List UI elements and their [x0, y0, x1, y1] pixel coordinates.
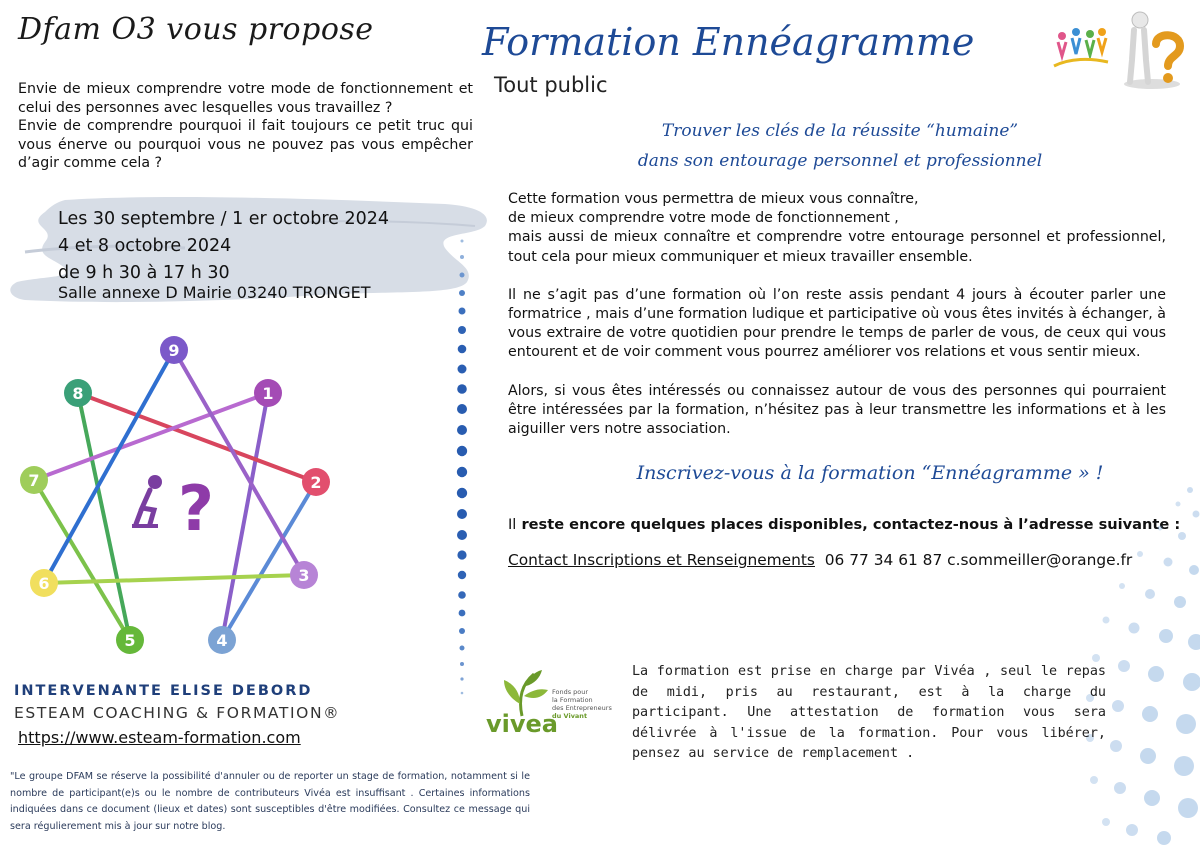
- audience-label: Tout public: [494, 73, 608, 97]
- contact-email[interactable]: c.sommeiller@orange.fr: [947, 551, 1133, 569]
- point-8-label: 8: [72, 384, 84, 403]
- body-paragraph-1: [508, 190, 1166, 267]
- enneagram-point-2: [302, 468, 330, 496]
- contact-link[interactable]: Contact Inscriptions et Renseignements: [508, 551, 815, 569]
- tagline: [560, 116, 1120, 176]
- vivea-logo: [482, 668, 618, 738]
- enneagram-point-1: [254, 379, 282, 407]
- enneagram-point-9: [160, 336, 188, 364]
- question-figure-icon: [1118, 8, 1186, 90]
- venue-line: Salle annexe D Mairie 03240 TRONGET: [58, 283, 371, 302]
- point-1-label: 1: [262, 384, 274, 403]
- contact-phone: 06 77 34 61 87: [824, 551, 943, 569]
- enneagram-point-8: [64, 379, 92, 407]
- disclaimer-text: "Le groupe DFAM se réserve la possibilité d'annuler ou de reporter un stage de formation, notamment si le nombre de participant(e)s ou le nombre de contributeurs Vivéa est insuffisant . Certaines informations indiquées dans ce document (lieux et dates) sont susceptibles d'être modifiées. Consultez ce message qui sera régulierement mis à jour sur notre blog.: [10, 771, 530, 832]
- trainer-label: INTERVENANTE ELISE DEBORD: [14, 683, 313, 699]
- date-line-1: Les 30 septembre / 1 er octobre 2024: [58, 209, 389, 229]
- tagline-line-2: dans son entourage personnel et professionnel: [637, 151, 1043, 171]
- point-3-label: 3: [298, 566, 310, 585]
- date-line-2: 4 et 8 octobre 2024: [58, 236, 232, 256]
- center-question-mark: ?: [178, 472, 214, 545]
- vivea-tagline-1: Fonds pour: [552, 688, 589, 696]
- people-logo-icon: [1050, 22, 1110, 72]
- website-link[interactable]: https://www.esteam-formation.com: [18, 728, 301, 747]
- point-7-label: 7: [28, 471, 40, 490]
- body-paragraph-2: Il ne s’agit pas d’une formation où l’on reste assis pendant 4 jours à écouter parler une formatrice , mais d’une formation ludique et participative où vous êtes invités à échanger, à vous extraire de votre quotidien pour prendre le temps de parler de vous, de ceux qui vous entourent et de voir comment vous pourrez améliorer vos relations et vous sentir mieux.: [508, 286, 1166, 361]
- body-p1-line-3: mais aussi de mieux connaître et comprendre votre entourage personnel et professionnel, tout cela pour mieux communiquer et mieux travailler ensemble.: [508, 229, 1166, 265]
- point-2-label: 2: [310, 473, 322, 492]
- description-body: [508, 190, 1166, 458]
- enneagram-point-6: [30, 569, 58, 597]
- places-text: reste encore quelques places disponibles, contactez-nous à l’adresse suivante :: [516, 516, 1181, 533]
- enneagram-point-3: [290, 561, 318, 589]
- thinking-figure-icon: [132, 475, 162, 528]
- enneagram-point-4: [208, 626, 236, 654]
- dates-block: [58, 206, 389, 287]
- vivea-brand: vivea: [486, 710, 558, 738]
- intro-text: [18, 80, 473, 173]
- training-title: Formation Ennéagramme: [482, 20, 975, 64]
- vivea-tagline-2: la Formation: [552, 696, 593, 704]
- organizer-heading: Dfam O3 vous propose: [18, 12, 374, 47]
- vivea-tagline-4: du Vivant: [552, 712, 588, 720]
- dotted-divider: [452, 235, 472, 715]
- body-paragraph-3: Alors, si vous êtes intéressés ou connaissez autour de vous des personnes qui pourraient être intéressées par la formation, n’hésitez pas à leur transmettre les informations et à les aiguiller vers notre association.: [508, 382, 1166, 438]
- intro-line-2: Envie de comprendre pourquoi il fait toujours ce petit truc qui vous énerve ou pourquoi vous ne pouvez pas vous empêcher d’agir comme cela ?: [18, 118, 473, 171]
- places-prefix: Il: [508, 516, 517, 533]
- enneagram-point-5: [116, 626, 144, 654]
- point-4-label: 4: [216, 631, 228, 650]
- point-9-label: 9: [168, 341, 180, 360]
- tagline-line-1: Trouver les clés de la réussite “humaine”: [661, 121, 1019, 141]
- body-p1-line-1: Cette formation vous permettra de mieux vous connaître,: [508, 191, 919, 207]
- registration-cta: Inscrivez-vous à la formation “Ennéagramme » !: [636, 462, 1104, 484]
- hours-line: de 9 h 30 à 17 h 30: [58, 263, 230, 283]
- point-5-label: 5: [124, 631, 136, 650]
- body-p1-line-2: de mieux comprendre votre mode de fonctionnement ,: [508, 210, 899, 227]
- vivea-tagline-3: des Entrepreneurs: [552, 704, 612, 712]
- funding-info: La formation est prise en charge par Vivéa , seul le repas de midi, pris au restaurant, est à la charge du participant. Une attestation de formation vous sera délivrée à l'issue de la formation. Pour vous libérer, pensez au service de remplacement .: [632, 664, 1106, 762]
- enneagram-diagram: [10, 330, 360, 665]
- intro-line-1: Envie de mieux comprendre votre mode de fonctionnement et celui des personnes avec lesquelles vous travaillez ?: [18, 81, 473, 116]
- point-6-label: 6: [38, 574, 50, 593]
- enneagram-point-7: [20, 466, 48, 494]
- enneagram-hexad: [34, 393, 316, 640]
- decorative-circles: [1010, 470, 1200, 848]
- company-name: ESTEAM COACHING & FORMATION®: [14, 704, 341, 722]
